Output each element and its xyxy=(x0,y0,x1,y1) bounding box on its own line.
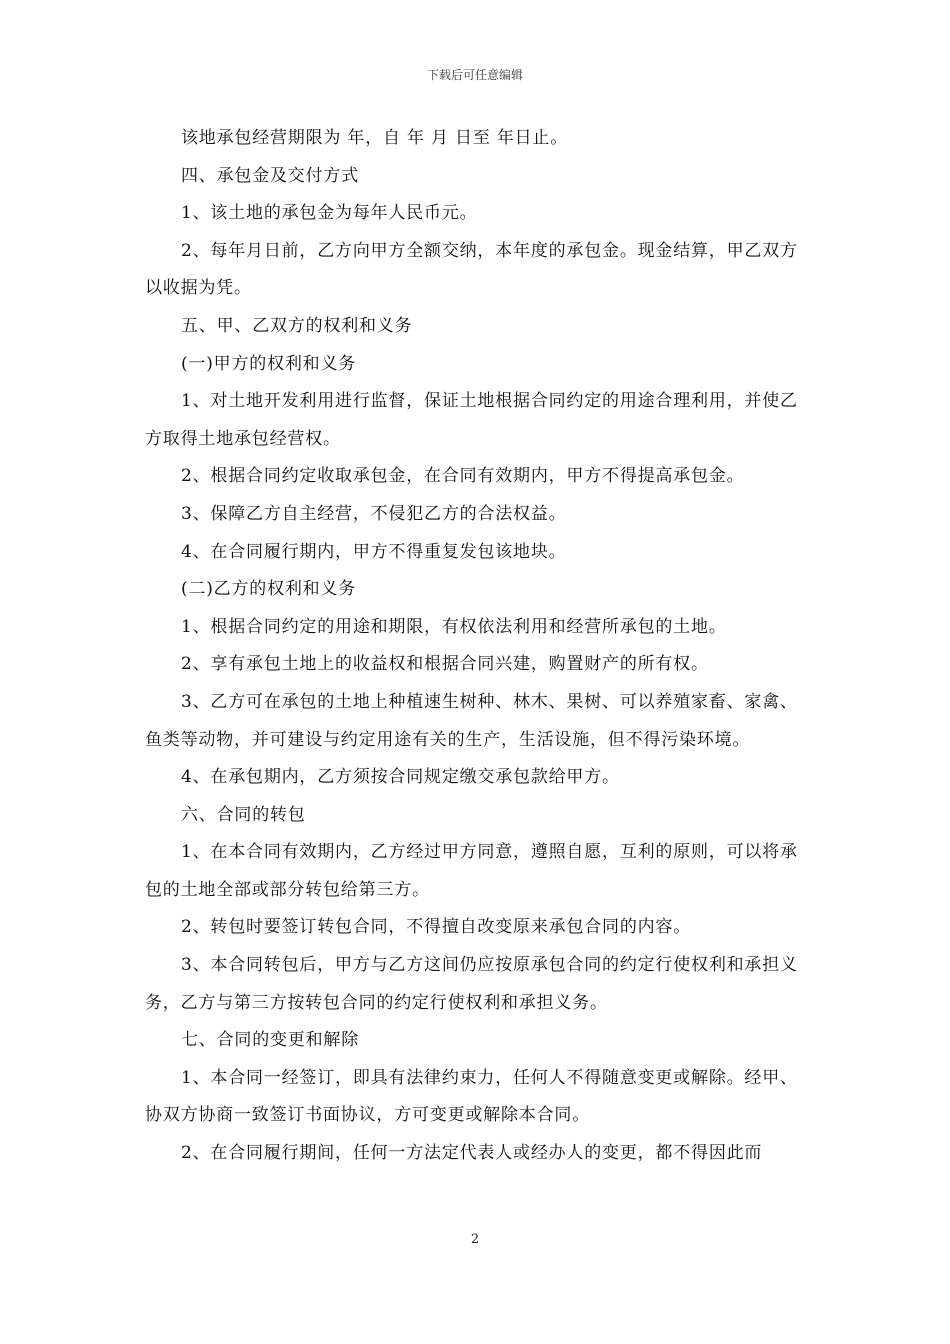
section-heading: 五、甲、乙双方的权利和义务 xyxy=(181,315,413,336)
paragraph: 该地承包经营期限为 年，自 年 月 日至 年日止。 xyxy=(181,128,569,148)
subsection-heading: (二)乙方的权利和义务 xyxy=(181,579,357,600)
paragraph: 1、该土地的承包金为每年人民币元。 xyxy=(181,203,478,224)
paragraph: 2、享有承包土地上的收益权和根据合同兴建，购置财产的所有权。 xyxy=(181,654,709,675)
paragraph: 4、在合同履行期内，甲方不得重复发包该地块。 xyxy=(181,541,567,562)
paragraph: 1、根据合同约定的用途和期限，有权依法利用和经营所承包的土地。 xyxy=(181,616,727,637)
paragraph: 3、保障乙方自主经营，不侵犯乙方的合法权益。 xyxy=(181,503,567,524)
paragraph: 3、本合同转包后，甲方与乙方这间仍应按原承包合同的约定行使权利和承担义务，乙方与第三方按转包合同的约定行使权利和承担义务。 xyxy=(145,955,798,1013)
page-header: 下载后可任意编辑 xyxy=(426,68,523,82)
section-heading: 六、合同的转包 xyxy=(181,804,306,825)
subsection-heading: (一)甲方的权利和义务 xyxy=(181,353,357,374)
document-body xyxy=(145,120,805,1173)
paragraph: 4、在承包期内，乙方须按合同规定缴交承包款给甲方。 xyxy=(181,767,620,788)
paragraph: 2、转包时要签订转包合同，不得擅自改变原来承包合同的内容。 xyxy=(181,917,692,938)
paragraph: 1、在本合同有效期内，乙方经过甲方同意，遵照自愿，互利的原则，可以将承包的土地全部或部分转包给第三方。 xyxy=(145,842,798,900)
section-heading: 七、合同的变更和解除 xyxy=(181,1030,359,1051)
page-number: 2 xyxy=(470,1232,480,1247)
paragraph: 1、本合同一经签订，即具有法律约束力，任何人不得随意变更或解除。经甲、协双方协商一致签订书面协议，方可变更或解除本合同。 xyxy=(145,1067,798,1126)
paragraph: 2、根据合同约定收取承包金，在合同有效期内，甲方不得提高承包金。 xyxy=(181,466,745,487)
paragraph: 2、在合同履行期间，任何一方法定代表人或经办人的变更，都不得因此而 xyxy=(181,1143,763,1164)
paragraph: 2、每年月日前，乙方向甲方全额交纳，本年度的承包金。现金结算，甲乙双方以收据为凭。 xyxy=(145,240,798,299)
paragraph: 3、乙方可在承包的土地上种植速生树种、林木、果树、可以养殖家畜、家禽、鱼类等动物，并可建设与约定用途有关的生产，生活设施，但不得污染环境。 xyxy=(145,691,798,750)
paragraph: 1、对土地开发利用进行监督，保证土地根据合同约定的用途合理利用，并使乙方取得土地承包经营权。 xyxy=(145,391,798,449)
section-heading: 四、承包金及交付方式 xyxy=(181,165,359,186)
